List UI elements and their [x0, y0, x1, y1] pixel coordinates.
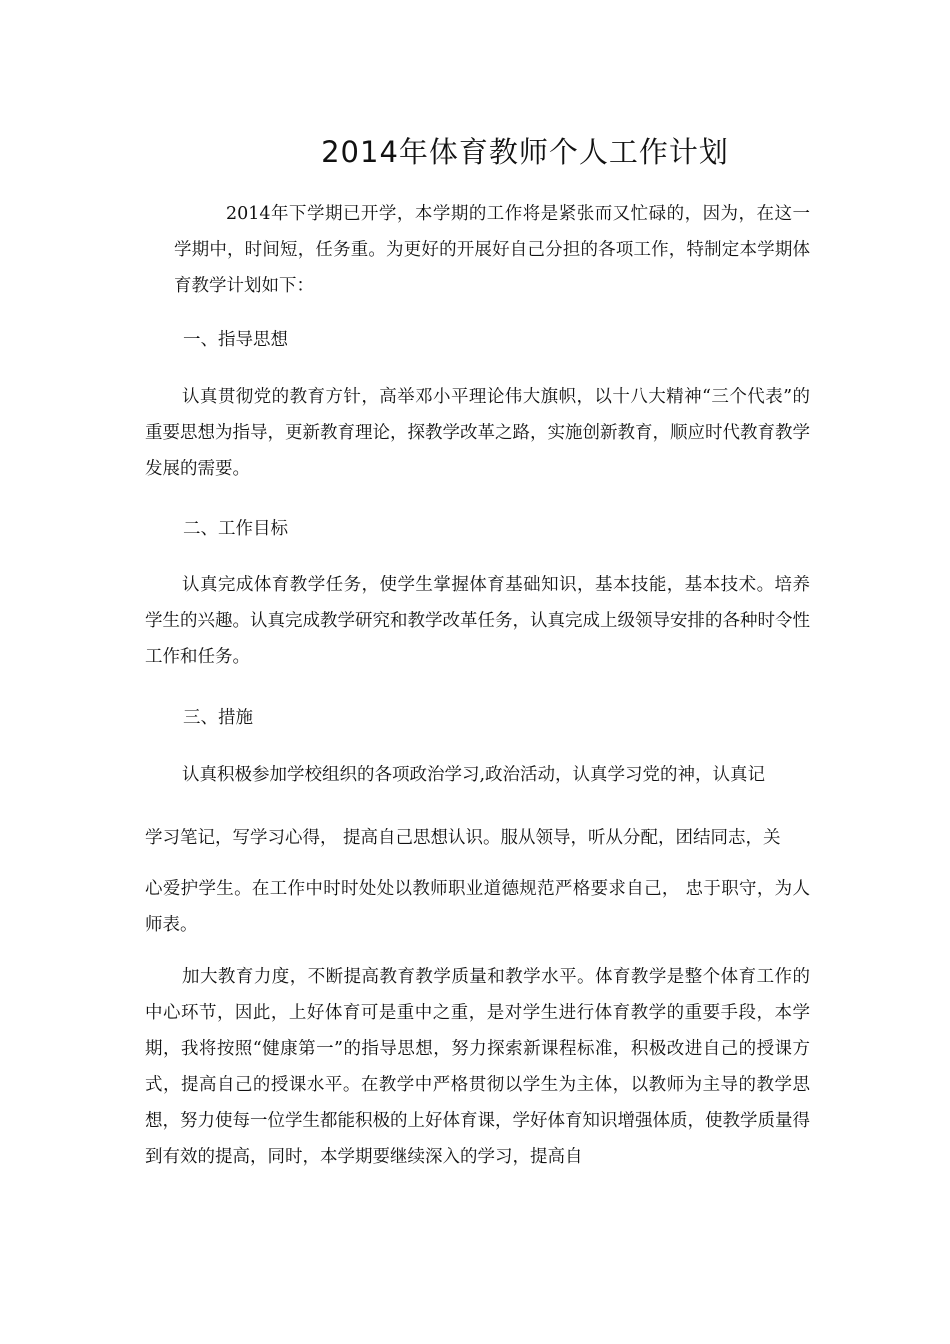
- section-body-guiding-thought: 认真贯彻党的教育方针，高举邓小平理论伟大旗帜，以十八大精神“三个代表”的重要思想为指导，更新教育理论，探教学改革之路，实施创新教育，顺应时代教育教学发展的需要。: [145, 387, 810, 479]
- section-heading-guiding-thought: 一、指导思想: [183, 330, 288, 350]
- document-title: 2014年体育教师个人工作计划: [321, 135, 729, 169]
- section-body-work-goals: 认真完成体育教学任务，使学生掌握体育基础知识，基本技能，基本技术。培养学生的兴趣。认真完成教学研究和教学改革任务，认真完成上级领导安排的各种时令性工作和任务。: [145, 575, 810, 667]
- section-body-measures-line1: 认真积极参加学校组织的各项政治学习,政治活动，认真学习党的神，认真记: [182, 765, 766, 785]
- section-body-measures-line3: 心爱护学生。在工作中时时处处以教师职业道德规范严格要求自己， 忠于职守，为人师表。: [145, 879, 810, 935]
- section-body-measures-line2: 学习笔记，写学习心得， 提高自己思想认识。服从领导，听从分配，团结同志，关: [145, 828, 781, 848]
- section-body-measures-paragraph2: 加大教育力度，不断提高教育教学质量和教学水平。体育教学是整个体育工作的中心环节，因此，上好体育可是重中之重，是对学生进行体育教学的重要手段，本学期，我将按照“健康第一”的指导思想，努力探索新课程标准，积极改进自己的授课方式，提高自己的授课水平。在教学中严格贯彻以学生为主体，以教师为主导的教学思想，努力使每一位学生都能积极的上好体育课，学好体育知识增强体质，使教学质量得到有效的提高，同时，本学期要继续深入的学习，提高自: [145, 967, 810, 1167]
- section-heading-work-goals: 二、工作目标: [183, 519, 288, 539]
- intro-paragraph: 2014年下学期已开学，本学期的工作将是紧张而又忙碌的，因为，在这一学期中，时间短，任务重。为更好的开展好自己分担的各项工作，特制定本学期体育教学计划如下：: [174, 204, 810, 296]
- section-heading-measures: 三、措施: [183, 708, 253, 728]
